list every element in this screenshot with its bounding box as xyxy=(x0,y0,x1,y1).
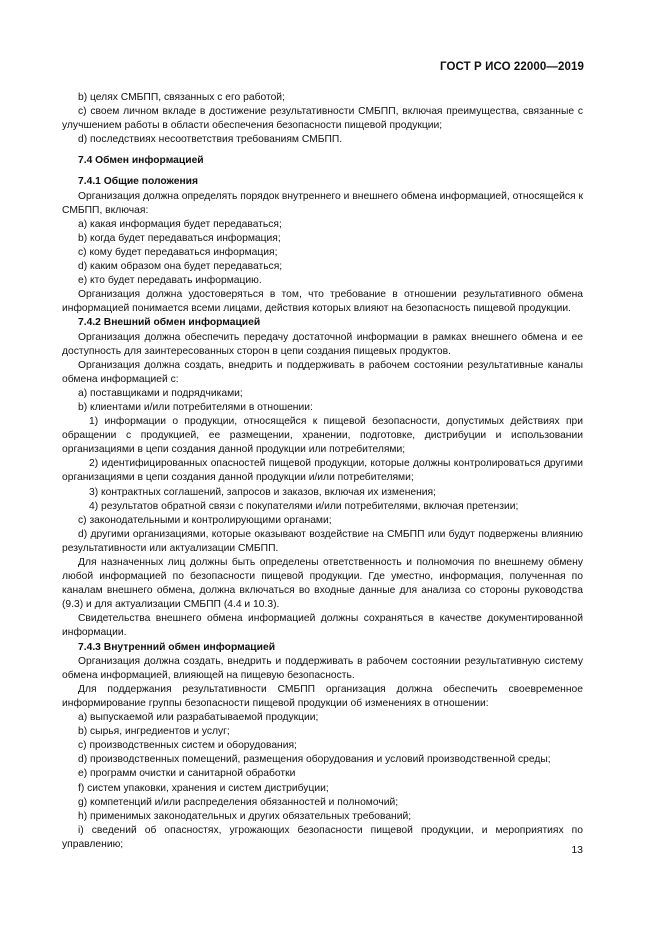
paragraph: b) целях СМБПП, связанных с его работой; xyxy=(78,92,285,103)
document-body xyxy=(62,91,583,852)
paragraph: c) своем личном вкладе в достижение результативности СМБПП, включая преимущества, связанные с улучшением работы в области обеспечения безопасности пищевой продукции; xyxy=(62,106,583,132)
paragraph: d) каким образом она будет передаваться; xyxy=(78,261,283,273)
paragraph: a) какая информация будет передаваться; xyxy=(78,218,282,230)
page-number: 13 xyxy=(571,844,583,856)
paragraph: d) другими организациями, которые оказывают воздействие на СМБПП или будут подвержены влиянию результативности или актуализации СМБПП. xyxy=(62,528,583,554)
section-heading: 7.4.2 Внешний обмен информацией xyxy=(78,317,261,329)
paragraph: b) сырья, ингредиентов и услуг; xyxy=(78,726,230,738)
paragraph: g) компетенций и/или распределения обязанностей и полномочий; xyxy=(78,796,399,808)
paragraph: d) последствиях несоответствия требованиям СМБПП. xyxy=(78,134,343,146)
paragraph: f) систем упаковки, хранения и систем дистрибуции; xyxy=(78,782,329,794)
paragraph: a) выпускаемой или разрабатываемой продукции; xyxy=(78,712,319,724)
paragraph: Для поддержания результативности СМБПП организация должна обеспечить своевременное информирование группы безопасности пищевой продукции об изменениях в отношении: xyxy=(62,683,583,709)
sub-list-item: 4) результатов обратной связи с покупателями и/или потребителями, включая претензии; xyxy=(89,500,519,512)
paragraph: Организация должна создать, внедрить и поддерживать в рабочем состоянии результативную систему обмена информацией, влияющей на пищевую безопасность. xyxy=(62,655,583,681)
paragraph: a) поставщиками и подрядчиками; xyxy=(78,387,243,399)
paragraph: Организация должна обеспечить передачу достаточной информации в рамках внешнего обмена и ее доступность для заинтересованных сторон в цепи создания пищевых продуктов. xyxy=(62,331,583,357)
paragraph: Свидетельства внешнего обмена информацией должны сохраняться в качестве документированной информации. xyxy=(62,613,583,639)
paragraph: Для назначенных лиц должны быть определены ответственность и полномочия по внешнему обмену любой информацией по безопасности пищевой продукции. Где уместно, информация, полученная по каналам внешнего обмена, должна включаться во входные данные для анализа со стороны руководства (9.3) и для актуализации СМБПП (4.4 и 10.3). xyxy=(62,557,583,611)
paragraph: c) кому будет передаваться информация; xyxy=(78,246,278,258)
paragraph: d) производственных помещений, размещения оборудования и условий производственной среды; xyxy=(78,754,551,766)
section-heading: 7.4.3 Внутренний обмен информацией xyxy=(78,641,276,653)
paragraph: h) применимых законодательных и других обязательных требований; xyxy=(78,810,412,822)
sub-list-item: 2) идентифицированных опасностей пищевой продукции, которые должны контролироваться другими организациями в цепи создания данной продукции и/или потребителями; xyxy=(62,458,583,484)
paragraph: e) кто будет передавать информацию. xyxy=(78,275,262,287)
paragraph: Организация должна определять порядок внутреннего и внешнего обмена информацией, относящейся к СМБПП, включая: xyxy=(62,190,583,216)
paragraph: b) когда будет передаваться информация; xyxy=(78,232,281,244)
paragraph: c) законодательными и контролирующими органами; xyxy=(78,514,332,526)
sub-list-item: 3) контрактных соглашений, запросов и заказов, включая их изменения; xyxy=(89,486,436,498)
paragraph: e) программ очистки и санитарной обработки xyxy=(78,768,296,780)
sub-list-item: 1) информации о продукции, относящейся к пищевой безопасности, допустимых действиях при обращении с продукцией, ее размещении, хранении, подготовке, дистрибуции и использовании организациями в цепи создания данной продукции или потребителями; xyxy=(62,416,583,456)
section-heading: 7.4 Обмен информацией xyxy=(78,155,204,167)
paragraph: b) клиентами и/или потребителями в отношении: xyxy=(78,401,313,413)
paragraph: Организация должна создать, внедрить и поддерживать в рабочем состоянии результативные каналы обмена информацией с: xyxy=(62,359,583,385)
section-heading: 7.4.1 Общие положения xyxy=(78,176,198,188)
document-header: ГОСТ Р ИСО 22000—2019 xyxy=(439,61,584,73)
paragraph: c) производственных систем и оборудования; xyxy=(78,740,297,752)
paragraph: Организация должна удостоверяться в том, что требование в отношении результативного обмена информацией понимается всеми лицами, действия которых влияют на безопасность пищевой продукции. xyxy=(62,289,583,315)
paragraph: i) сведений об опасностях, угрожающих безопасности пищевой продукции, и мероприятиях по управлению; xyxy=(62,824,583,850)
